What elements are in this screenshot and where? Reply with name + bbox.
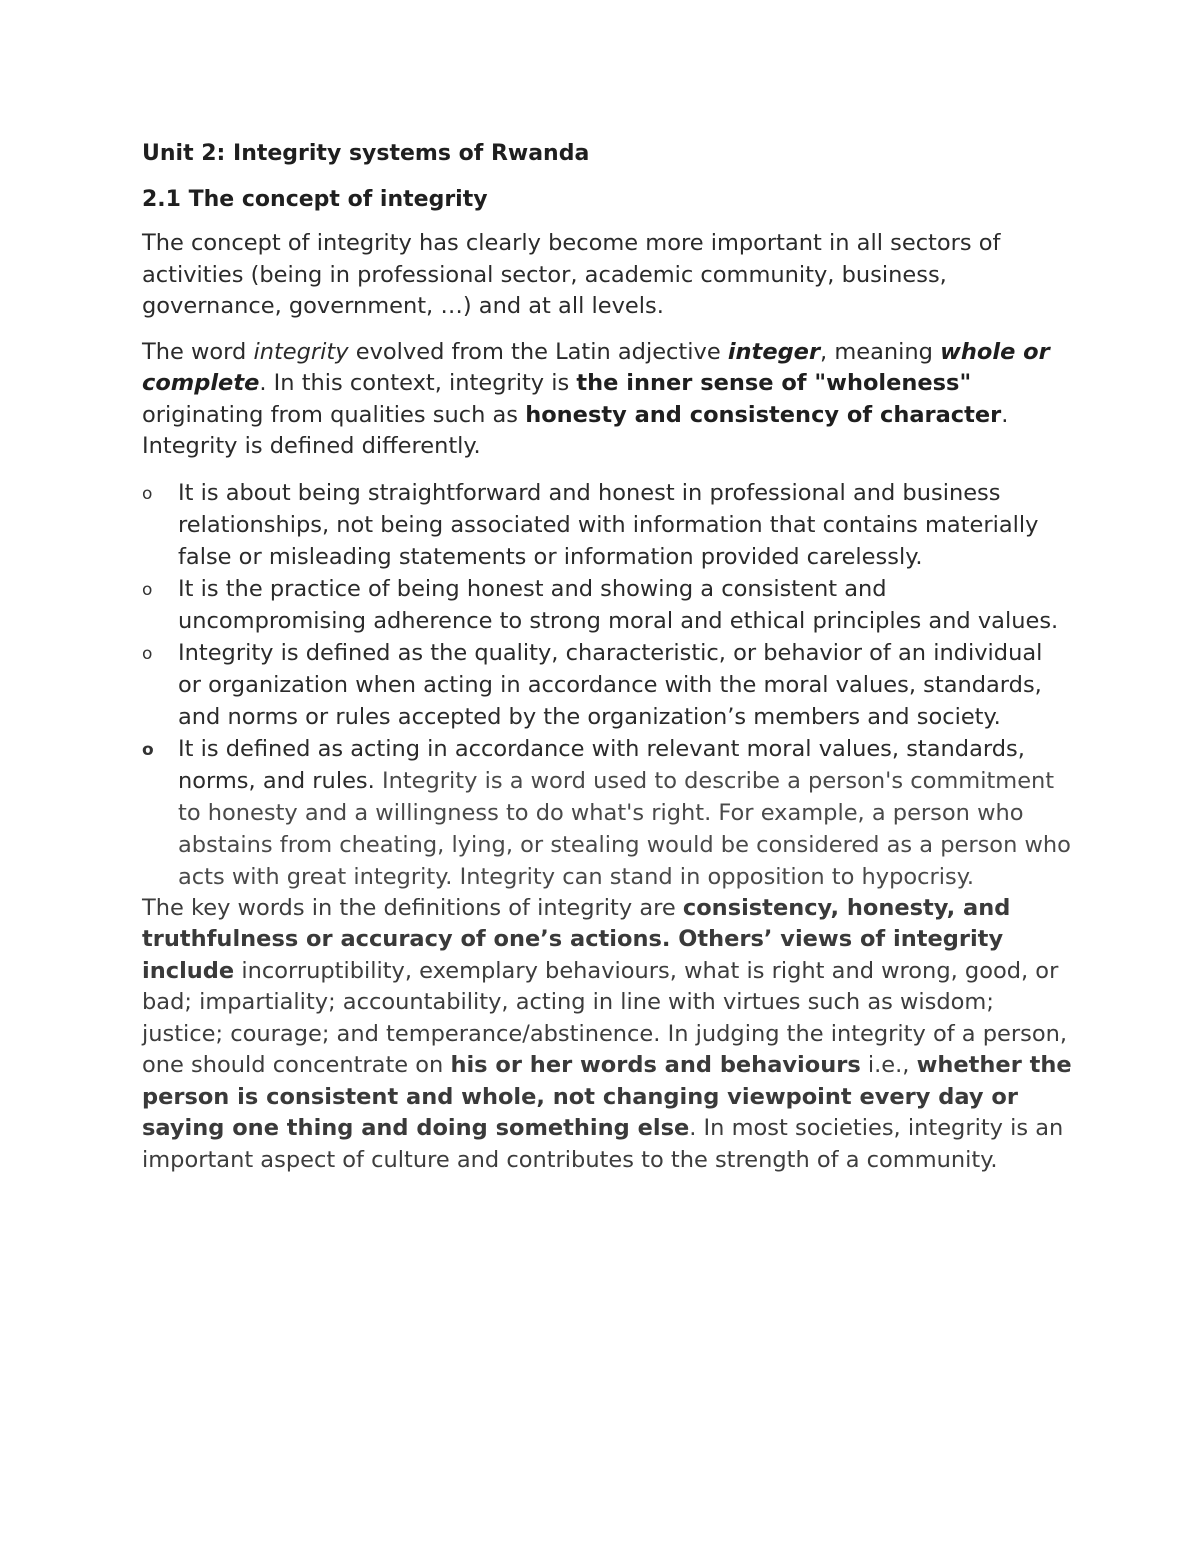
bold-term: whether the person is consistent and whole, not changing viewpoint every day or saying one thing and doing something else [142, 1052, 1072, 1141]
list-item-text: Integrity is defined as the quality, characteristic, or behavior of an individual or organization when acting in accordance with the moral values, standards, and norms or rules accepted by the organization’s members and society. [178, 639, 1043, 730]
intro-paragraph: The concept of integrity has clearly become more important in all sectors of activities (being in professional sector, academic community, business, governance, government, …) and at all levels. [142, 230, 1001, 319]
bold-term: the inner sense of "wholeness" [576, 370, 972, 396]
list-item [142, 733, 1072, 893]
bold-term: his or her words and behaviours [450, 1052, 861, 1078]
text-run: incorruptibility, exemplary behaviours, what is right and wrong, good, or bad; impartiality; accountability, acting in line with virtues such as wisdom; justice; courage; and temperance/abstinence. In judging the integrity of a person, one should concentrate on [142, 957, 1068, 1078]
bullet-icon: o [142, 643, 153, 664]
text-run: , meaning [820, 338, 941, 365]
bullet-icon: o [142, 739, 154, 760]
list-item [142, 637, 1072, 733]
bold-italic-term: integer [727, 338, 821, 365]
text-run: . In this context, integrity is [259, 370, 577, 396]
text-run: originating from qualities such as [142, 401, 526, 428]
italic-term: integrity [253, 338, 349, 365]
section-title: 2.1 The concept of integrity [142, 187, 488, 212]
document-page [142, 138, 1072, 1176]
definition-paragraph [142, 337, 1072, 463]
keywords-paragraph [142, 893, 1072, 1177]
list-item [142, 477, 1072, 573]
bullet-icon: o [142, 579, 153, 600]
text-run: The word [142, 338, 254, 365]
text-run: . Integrity is defined differently. [142, 401, 1009, 459]
bold-term: consistency, honesty, and truthfulness or accuracy of one’s actions. Others’ views of integrity include [142, 894, 1011, 984]
list-item [142, 573, 1072, 637]
bold-term: honesty and consistency of character [525, 401, 1002, 428]
list-item-text: It is the practice of being honest and showing a consistent and uncompromising adherence to strong moral and ethical principles and values. [178, 575, 1059, 634]
unit-title: Unit 2: Integrity systems of Rwanda [142, 141, 590, 166]
text-run: i.e., [860, 1052, 917, 1078]
bullet-icon: o [142, 483, 153, 504]
text-run: . In most societies, integrity is an important aspect of culture and contributes to the strength of a community. [142, 1115, 1064, 1173]
list-item-text: It is about being straightforward and honest in professional and business relationships, not being associated with information that contains materially false or misleading statements or information provided carelessly. [178, 479, 1039, 570]
text-run: The key words in the definitions of integrity are [142, 894, 683, 921]
text-run: evolved from the Latin adjective [348, 338, 728, 365]
list-item-text: It is defined as acting in accordance with relevant moral values, standards, norms, and rules. [178, 735, 1025, 794]
definition-list [142, 477, 1072, 893]
list-item-text-continued: Integrity is a word used to describe a person's commitment to honesty and a willingness to do what's right. For example, a person who abstains from cheating, lying, or stealing would be considered as a person who acts with great integrity. Integrity can stand in opposition to hypocrisy. [178, 767, 1071, 890]
bold-italic-term: whole or complete [142, 338, 1050, 396]
